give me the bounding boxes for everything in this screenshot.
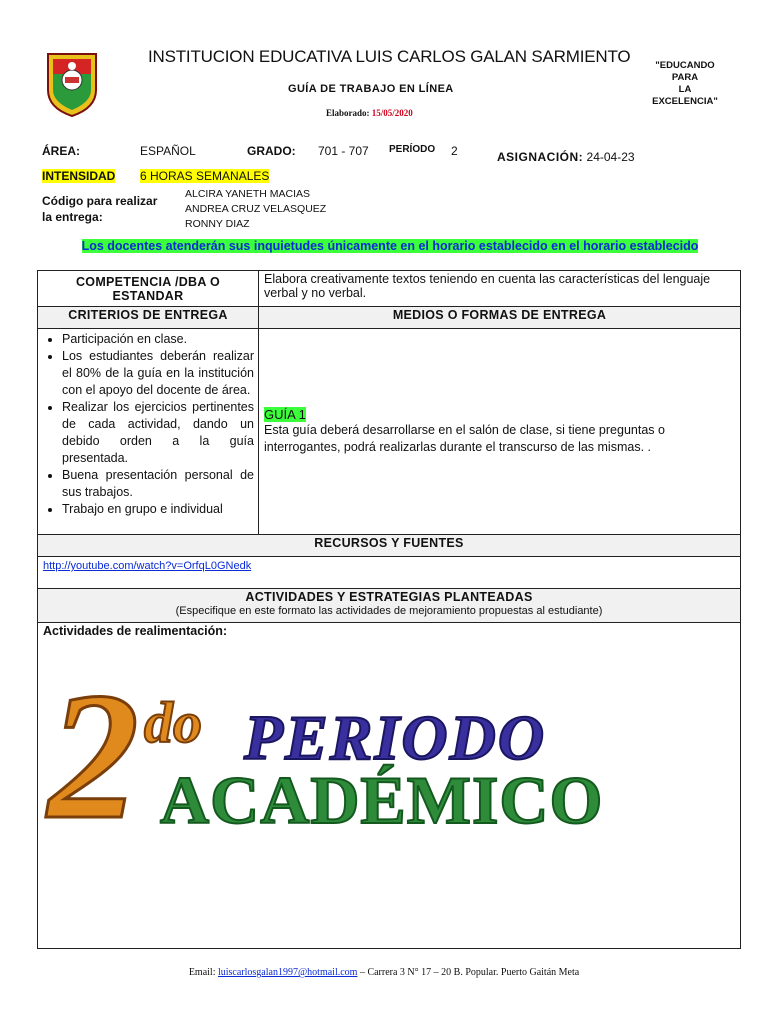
teacher-list xyxy=(185,187,326,232)
document-subtitle: GUÍA DE TRABAJO EN LÍNEA xyxy=(288,83,454,95)
school-motto: "EDUCANDO PARA LA EXCELENCIA" xyxy=(652,60,718,107)
periodo-banner-image xyxy=(48,656,708,857)
actividades-header: ACTIVIDADES Y ESTRATEGIAS PLANTEADAS (Especifique en este formato las actividades de mejoramiento propuestas al estudiante) xyxy=(38,589,741,623)
notice-banner: Los docentes atenderán sus inquietudes únicamente en el horario establecido en el horario establecido xyxy=(81,239,699,253)
grado-value: 701 - 707 xyxy=(318,144,369,158)
elaborado-date: 15/05/2020 xyxy=(371,108,413,118)
guide-table xyxy=(37,270,741,949)
medios-header: MEDIOS O FORMAS DE ENTREGA xyxy=(259,307,741,329)
list-item: • Buena presentación personal de sus trabajos. xyxy=(62,467,254,501)
codigo-label: Código para realizar la entrega: xyxy=(42,194,158,224)
list-item: • Trabajo en grupo e individual xyxy=(62,501,254,518)
intensidad-value: 6 HORAS SEMANALES xyxy=(140,169,270,183)
footer-email-link[interactable]: luiscarlosgalan1997@hotmail.com xyxy=(217,967,358,978)
banner-word-academico: ACADÉMICO xyxy=(160,762,604,838)
institution-title: INSTITUCION EDUCATIVA LUIS CARLOS GALAN SARMIENTO xyxy=(148,47,631,66)
guia-text: Esta guía deberá desarrollarse en el salón de clase, si tiene preguntas o interrogantes, podrá realizarlas durante el transcurso de las mismas. . xyxy=(264,423,665,454)
recursos-header: RECURSOS Y FUENTES xyxy=(38,535,741,557)
teacher-name: ANDREA CRUZ VELASQUEZ xyxy=(185,203,327,215)
area-label: ÁREA: xyxy=(42,144,80,158)
school-crest-logo xyxy=(44,50,100,118)
teacher-name: RONNY DIAZ xyxy=(185,218,250,230)
grado-label: GRADO: xyxy=(247,144,296,158)
footer: Email: luiscarlosgalan1997@hotmail.com – Carrera 3 N° 17 – 20 B. Popular. Puerto Gaitán Meta xyxy=(188,967,580,978)
banner-suffix: do xyxy=(144,690,202,755)
area-value: ESPAÑOL xyxy=(140,144,196,158)
competencia-text: Elabora creativamente textos teniendo en cuenta las características del lenguaje verbal y no verbal. xyxy=(259,271,741,307)
list-item: • Participación en clase. xyxy=(62,331,254,348)
list-item: • Los estudiantes deberán realizar el 80% de la guía en la institución con el apoyo del docente de área. xyxy=(62,348,254,399)
recursos-cell xyxy=(38,557,741,589)
teacher-name: ALCIRA YANETH MACIAS xyxy=(185,188,311,200)
periodo-label: PERÍODO xyxy=(389,144,436,155)
criterios-list xyxy=(40,331,254,518)
criterios-cell xyxy=(38,329,259,535)
intensidad-label: INTENSIDAD xyxy=(42,169,116,183)
banner-word-periodo: PERIODO xyxy=(244,702,547,773)
recursos-link[interactable]: http://youtube.com/watch?v=OrfqL0GNedk xyxy=(43,560,252,572)
asignacion: ASIGNACIÓN: 24-04-23 xyxy=(497,150,635,164)
banner-number: 2 xyxy=(48,656,139,857)
competencia-label: COMPETENCIA /DBA O ESTANDAR xyxy=(38,271,259,307)
periodo-value: 2 xyxy=(451,144,458,158)
criterios-header: CRITERIOS DE ENTREGA xyxy=(38,307,259,329)
list-item: • Realizar los ejercicios pertinentes de cada actividad, dando un debido orden a la guía presentada. xyxy=(62,399,254,467)
medios-cell xyxy=(259,329,741,535)
actividades-subheader: (Especifique en este formato las actividades de mejoramiento propuestas al estudiante) xyxy=(175,605,603,617)
guia-label: GUÍA 1 xyxy=(264,407,306,422)
elaborado-line: Elaborado: 15/05/2020 xyxy=(326,108,413,118)
realimentacion-label: Actividades de realimentación: xyxy=(43,624,228,638)
